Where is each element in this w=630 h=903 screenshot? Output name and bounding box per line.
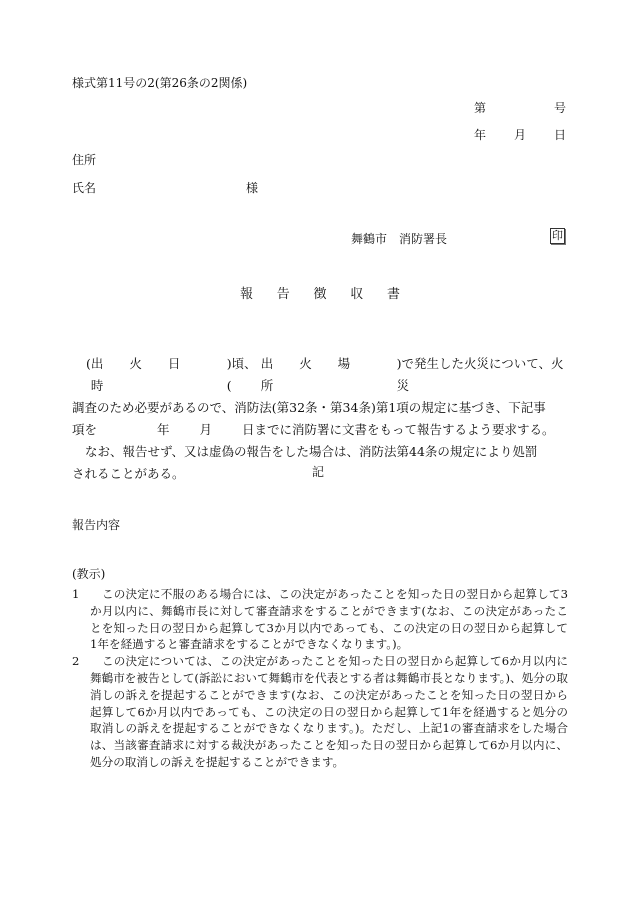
body-line-2: 調査のため必要があるので、消防法(第32条・第34条)第1項の規定に基づき、下記事 bbox=[72, 400, 546, 415]
notice-item-text: この決定については、この決定があったことを知った日の翌日から起算して6か月以内に舞鶴市を被告として(訴訟において舞鶴市を代表とする者は舞鶴市長となります。)、処分の取消しの訴えを提起することができます(なお、この決定があったことを知った日の翌日から起算して6か月以内であっても、この決定の日の翌日から起算して1年を経過すると処分の取消しの訴えを提起することができなくなります。)。ただし、上記1の審査請求をした場合は、当該審査請求に対する裁決があったことを知った日の翌日から起算して6か月以内に、処分の取消しの訴えを提起することができます。 bbox=[90, 654, 569, 769]
number-suffix: 号 bbox=[553, 101, 566, 115]
body-para2-line-1: なお、報告せず、又は虚偽の報告をした場合は、消防法第44条の規定により処罰 bbox=[85, 444, 538, 459]
document-date bbox=[474, 127, 566, 143]
ki-heading: 記 bbox=[312, 465, 325, 479]
body-line-1-rest: )で発生した火災について、火災 bbox=[396, 356, 564, 393]
fire-location-field: 出 火 場 所 bbox=[260, 356, 362, 393]
body-line-1 bbox=[72, 353, 572, 397]
date-day: 日 bbox=[553, 128, 566, 142]
notice-list bbox=[72, 586, 568, 771]
title-char: 書 bbox=[386, 287, 400, 302]
notice-item bbox=[72, 653, 568, 771]
form-id: 様式第11号の2(第26条の2関係) bbox=[72, 76, 248, 90]
document-title bbox=[240, 283, 400, 302]
report-content-label: 報告内容 bbox=[72, 518, 121, 532]
name-label: 氏名 bbox=[72, 181, 97, 195]
deadline-month: 月 bbox=[199, 422, 212, 437]
notice-item-number: 2 bbox=[72, 654, 80, 669]
date-month: 月 bbox=[513, 128, 526, 142]
notice-item-number: 1 bbox=[72, 587, 80, 601]
close-paren-ko: )頃、( bbox=[226, 356, 257, 393]
honorific: 様 bbox=[246, 181, 259, 195]
date-year: 年 bbox=[474, 128, 487, 142]
body-line-3 bbox=[72, 419, 572, 441]
fire-datetime-field: 出 火 日 時 bbox=[90, 356, 192, 393]
open-paren: ( bbox=[86, 356, 91, 371]
address-label: 住所 bbox=[72, 153, 97, 167]
notice-item bbox=[72, 586, 568, 653]
title-char: 収 bbox=[350, 287, 364, 302]
title-char: 報 bbox=[240, 287, 254, 302]
document-number bbox=[474, 100, 566, 116]
number-prefix: 第 bbox=[474, 101, 487, 115]
title-char: 告 bbox=[276, 287, 290, 302]
body-line-3-a: 項を bbox=[72, 422, 98, 437]
body-para2-line-2: されることがある。 bbox=[72, 466, 185, 481]
title-char: 徴 bbox=[313, 287, 327, 302]
notice-item-text: この決定に不服のある場合には、この決定があったことを知った日の翌日から起算して3か月以内に、舞鶴市長に対して審査請求をすることができます(なお、この決定があったことを知った日の翌日から起算して3か月以内であっても、この決定の日の翌日から起算して1年を経過すると審査請求をすることができなくなります。)。 bbox=[90, 587, 568, 652]
seal-stamp: 印 bbox=[552, 229, 563, 242]
deadline-year: 年 bbox=[156, 422, 170, 437]
body-line-3-rest: 日までに消防署に文書をもって報告するよう要求する。 bbox=[241, 422, 555, 437]
notice-label: (教示) bbox=[72, 567, 106, 581]
issuer: 舞鶴市 消防署長 bbox=[351, 232, 448, 246]
